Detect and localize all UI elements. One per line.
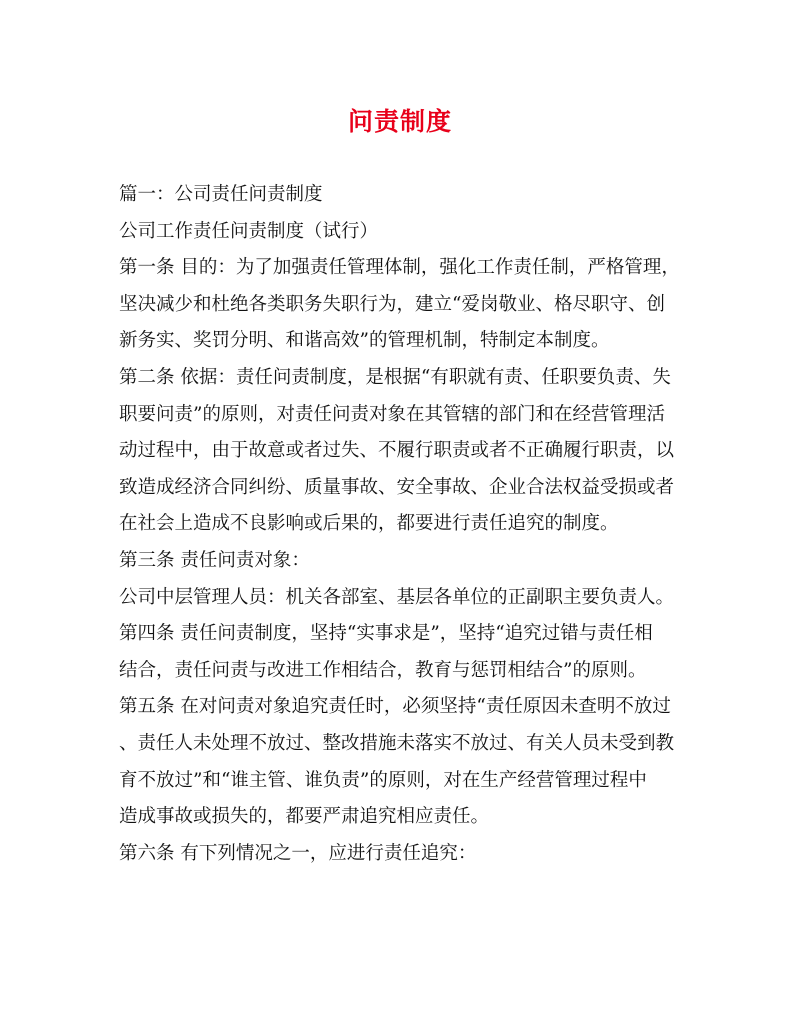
text-line: 造成事故或损失的，都要严肃追究相应责任。 xyxy=(119,806,490,828)
paragraph xyxy=(119,543,681,580)
paragraph xyxy=(119,250,681,360)
text-line: 在社会上造成不良影响或后果的，都要进行责任追究的制度。 xyxy=(119,513,619,535)
paragraph xyxy=(119,177,681,214)
document-body xyxy=(119,177,681,872)
text-line: 公司工作责任问责制度（试行） xyxy=(119,220,379,242)
text-line: 育不放过”和“谁主管、谁负责”的原则，对在生产经营管理过程中 xyxy=(119,769,647,791)
text-line: 职要问责”的原则，对责任问责对象在其管辖的部门和在经营管理活 xyxy=(119,403,665,425)
text-line: 新务实、奖罚分明、和谐高效”的管理机制，特制定本制度。 xyxy=(119,330,610,352)
text-line: 第一条 目的：为了加强责任管理体制，强化工作责任制，严格管理， xyxy=(119,257,680,279)
text-line: 篇一：公司责任问责制度 xyxy=(119,184,323,205)
text-line: 第四条 责任问责制度，坚持“实事求是”，坚持“追究过错与责任相 xyxy=(119,623,653,645)
text-line: 第三条 责任问责对象： xyxy=(119,549,310,571)
paragraph xyxy=(119,580,681,617)
text-line: 动过程中，由于故意或者过失、不履行职责或者不正确履行职责，以 xyxy=(119,440,675,462)
text-line: 结合，责任问责与改进工作相结合，教育与惩罚相结合”的原则。 xyxy=(119,659,647,681)
text-line: 第六条 有下列情况之一，应进行责任追究： xyxy=(119,842,477,864)
text-line: 公司中层管理人员：机关各部室、基层各单位的正副职主要负责人。 xyxy=(119,586,675,608)
text-line: 致造成经济合同纠纷、质量事故、安全事故、企业合法权益受损或者 xyxy=(119,476,675,498)
paragraph xyxy=(119,689,681,835)
paragraph xyxy=(119,214,681,251)
document-title: 问责制度 xyxy=(347,107,452,136)
paragraph xyxy=(119,360,681,543)
text-line: 坚决减少和杜绝各类职务失职行为，建立“爱岗敬业、格尽职守、创 xyxy=(119,293,665,315)
text-line: 第二条 依据：责任问责制度，是根据“有职就有责、任职要负责、失 xyxy=(119,366,671,388)
paragraph xyxy=(119,836,681,873)
paragraph xyxy=(119,616,681,689)
text-line: 第五条 在对问责对象追究责任时，必须坚持“责任原因未查明不放过 xyxy=(119,696,671,718)
text-line: 、责任人未处理不放过、整改措施未落实不放过、有关人员未受到教 xyxy=(119,732,675,754)
